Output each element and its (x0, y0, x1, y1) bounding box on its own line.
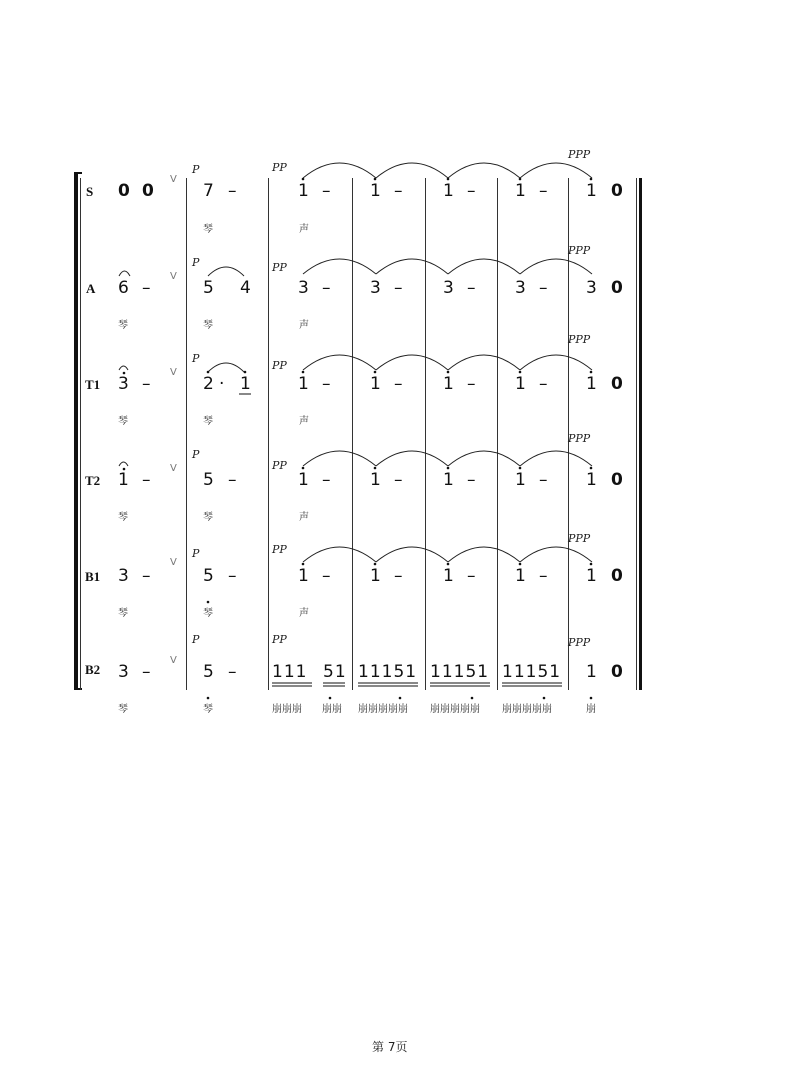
octave-dot (447, 563, 450, 566)
note: – (539, 278, 548, 298)
slur-arc (208, 267, 244, 276)
octave-dot (374, 371, 377, 374)
octave-dot (590, 697, 593, 700)
lyric: 琴 (203, 416, 213, 427)
lyric: 琴 (118, 320, 128, 331)
note: – (142, 470, 151, 490)
octave-dot (302, 371, 305, 374)
tie-arc (376, 163, 448, 178)
note: – (142, 278, 151, 298)
note: 1 (586, 470, 597, 490)
tie-arc (448, 259, 520, 274)
note: 1 (370, 470, 381, 490)
tie-arc (520, 163, 592, 178)
dynamic: P (192, 633, 200, 646)
note: 3 (515, 278, 526, 298)
note: – (322, 374, 331, 394)
octave-dot (447, 178, 450, 181)
note: 1 (586, 566, 597, 586)
octave-dot (519, 371, 522, 374)
lyric: 声 (299, 512, 309, 523)
note: 1 (298, 470, 309, 490)
lyric: 琴 (203, 512, 213, 523)
note: 1 (515, 470, 526, 490)
note: – (467, 566, 476, 586)
note: 1 (443, 566, 454, 586)
lyric: 琴 (203, 224, 213, 235)
note: – (228, 181, 237, 201)
note: 1 (443, 181, 454, 201)
note: 1 (443, 470, 454, 490)
note: – (394, 470, 403, 490)
note: 3 (118, 374, 129, 394)
octave-dot (207, 601, 210, 604)
octave-dot (374, 467, 377, 470)
note-group: 111 (272, 662, 308, 682)
lyric: 琴 (118, 512, 128, 523)
tie-arc (303, 547, 376, 562)
note: – (322, 566, 331, 586)
lyric: 琴 (203, 704, 213, 715)
tie-arc (520, 451, 592, 466)
dynamic: PPP (568, 244, 591, 257)
breath-mark: V (170, 271, 177, 282)
tie-arc (376, 259, 448, 274)
note: – (539, 374, 548, 394)
lyric: 琴 (118, 608, 128, 619)
dynamic: PP (272, 459, 287, 472)
slur-arc (208, 363, 244, 372)
lyric: 崩崩 (322, 704, 342, 715)
note: 1 (586, 374, 597, 394)
note-group: 51 (323, 662, 347, 682)
octave-dot (590, 178, 593, 181)
page-number: 第 7页 (372, 1040, 408, 1054)
note: – (394, 278, 403, 298)
lyric: 琴 (203, 608, 213, 619)
breath-mark: V (170, 557, 177, 568)
note: 1 (370, 374, 381, 394)
note: – (322, 470, 331, 490)
note: 1 (240, 374, 251, 394)
note: – (467, 181, 476, 201)
lyric: 琴 (118, 416, 128, 427)
note: – (228, 470, 237, 490)
note: – (394, 566, 403, 586)
tie-arc (520, 355, 592, 370)
part-label-b1: B1 (85, 569, 101, 584)
note: 1 (586, 181, 597, 201)
octave-dot (207, 697, 210, 700)
note: 1 (298, 566, 309, 586)
tie-arc (376, 547, 448, 562)
note: – (142, 566, 151, 586)
note: – (394, 181, 403, 201)
octave-dot (374, 563, 377, 566)
note: 0 (611, 374, 623, 394)
note: – (322, 278, 331, 298)
note: 3 (586, 278, 597, 298)
lyric: 琴 (118, 704, 128, 715)
dynamic: PPP (568, 636, 591, 649)
note: · (219, 374, 225, 394)
lyric: 声 (299, 416, 309, 427)
part-label-t2: T2 (85, 473, 101, 488)
note: – (539, 470, 548, 490)
dynamic: PP (272, 261, 287, 274)
octave-dot (590, 371, 593, 374)
note: – (467, 374, 476, 394)
octave-dot (519, 467, 522, 470)
dynamic: PP (272, 633, 287, 646)
note: – (228, 662, 237, 682)
note: 1 (370, 566, 381, 586)
lyric: 崩崩崩崩崩 (430, 704, 480, 715)
note: 3 (370, 278, 381, 298)
octave-dot (374, 178, 377, 181)
octave-dot (447, 467, 450, 470)
octave-dot (302, 563, 305, 566)
tie-arc (376, 451, 448, 466)
note: – (394, 374, 403, 394)
dynamic: PPP (568, 333, 591, 346)
tie-arc (448, 355, 520, 370)
note-group: 11151 (358, 662, 418, 682)
dynamic: PP (272, 161, 287, 174)
note: – (539, 181, 548, 201)
fermata-arc (119, 271, 130, 276)
octave-dot (399, 697, 402, 700)
octave-dot (244, 371, 247, 374)
note: 0 (611, 662, 623, 682)
octave-dot (519, 178, 522, 181)
dynamic: PP (272, 543, 287, 556)
tie-arc (448, 547, 520, 562)
breath-mark: V (170, 367, 177, 378)
lyric: 声 (299, 320, 309, 331)
note: 3 (298, 278, 309, 298)
dynamic: P (192, 256, 200, 269)
lyric: 声 (299, 608, 309, 619)
lyric: 声 (299, 224, 309, 235)
note: 5 (203, 470, 214, 490)
dynamic: PPP (568, 532, 591, 545)
tie-arc (448, 451, 520, 466)
octave-dot (447, 371, 450, 374)
note: – (467, 470, 476, 490)
octave-dot (519, 563, 522, 566)
octave-dot (471, 697, 474, 700)
note: – (539, 566, 548, 586)
tie-arc (303, 451, 376, 466)
note-group: 11151 (430, 662, 490, 682)
note: 0 (611, 181, 623, 201)
dynamic: PP (272, 359, 287, 372)
dynamic: PPP (568, 148, 591, 161)
tie-arc (303, 355, 376, 370)
octave-dot (207, 371, 210, 374)
note: 1 (515, 566, 526, 586)
octave-dot (543, 697, 546, 700)
octave-dot (302, 467, 305, 470)
note: 1 (443, 374, 454, 394)
note: 0 (611, 566, 623, 586)
octave-dot (329, 697, 332, 700)
fermata-arc (119, 366, 128, 370)
note: 0 (142, 181, 154, 201)
note: 5 (203, 662, 214, 682)
note: 0 (611, 470, 623, 490)
note: – (467, 278, 476, 298)
octave-dot (590, 563, 593, 566)
note: 1 (515, 374, 526, 394)
dynamic: P (192, 352, 200, 365)
tie-arc (448, 163, 520, 178)
note: 1 (370, 181, 381, 201)
note: 0 (611, 278, 623, 298)
breath-mark: V (170, 655, 177, 666)
part-label-s: S (86, 184, 94, 199)
tie-arc (520, 547, 592, 562)
fermata-arc (119, 462, 128, 466)
note: 3 (118, 566, 129, 586)
note: 1 (298, 181, 309, 201)
dynamic: P (192, 547, 200, 560)
tie-arc (376, 355, 448, 370)
dynamic: P (192, 448, 200, 461)
lyric: 崩崩崩崩崩 (502, 704, 552, 715)
note: – (142, 374, 151, 394)
lyric: 崩崩崩崩崩 (358, 704, 408, 715)
breath-mark: V (170, 463, 177, 474)
note: 1 (586, 662, 597, 682)
lyric: 崩 (586, 704, 596, 715)
note: 6 (118, 278, 129, 298)
note: – (322, 181, 331, 201)
note: 0 (118, 181, 130, 201)
tie-arc (303, 259, 376, 274)
note: 3 (118, 662, 129, 682)
dynamic: P (192, 163, 200, 176)
octave-dot (302, 178, 305, 181)
tie-arc (303, 163, 376, 178)
note: 5 (203, 566, 214, 586)
octave-dot (590, 467, 593, 470)
note: 2 (203, 374, 214, 394)
dynamic: PPP (568, 432, 591, 445)
note: – (228, 566, 237, 586)
part-label-b2: B2 (85, 662, 101, 677)
note: 7 (203, 181, 214, 201)
note: 1 (515, 181, 526, 201)
note: 1 (298, 374, 309, 394)
lyric: 琴 (203, 320, 213, 331)
part-label-a: A (86, 281, 96, 296)
note: 5 (203, 278, 214, 298)
note: 3 (443, 278, 454, 298)
lyric: 崩崩崩 (272, 704, 302, 715)
breath-mark: V (170, 174, 177, 185)
note: 4 (240, 278, 251, 298)
tie-arc (520, 259, 592, 274)
note: 1 (118, 470, 129, 490)
note-group: 11151 (502, 662, 562, 682)
note: – (142, 662, 151, 682)
part-label-t1: T1 (85, 377, 101, 392)
